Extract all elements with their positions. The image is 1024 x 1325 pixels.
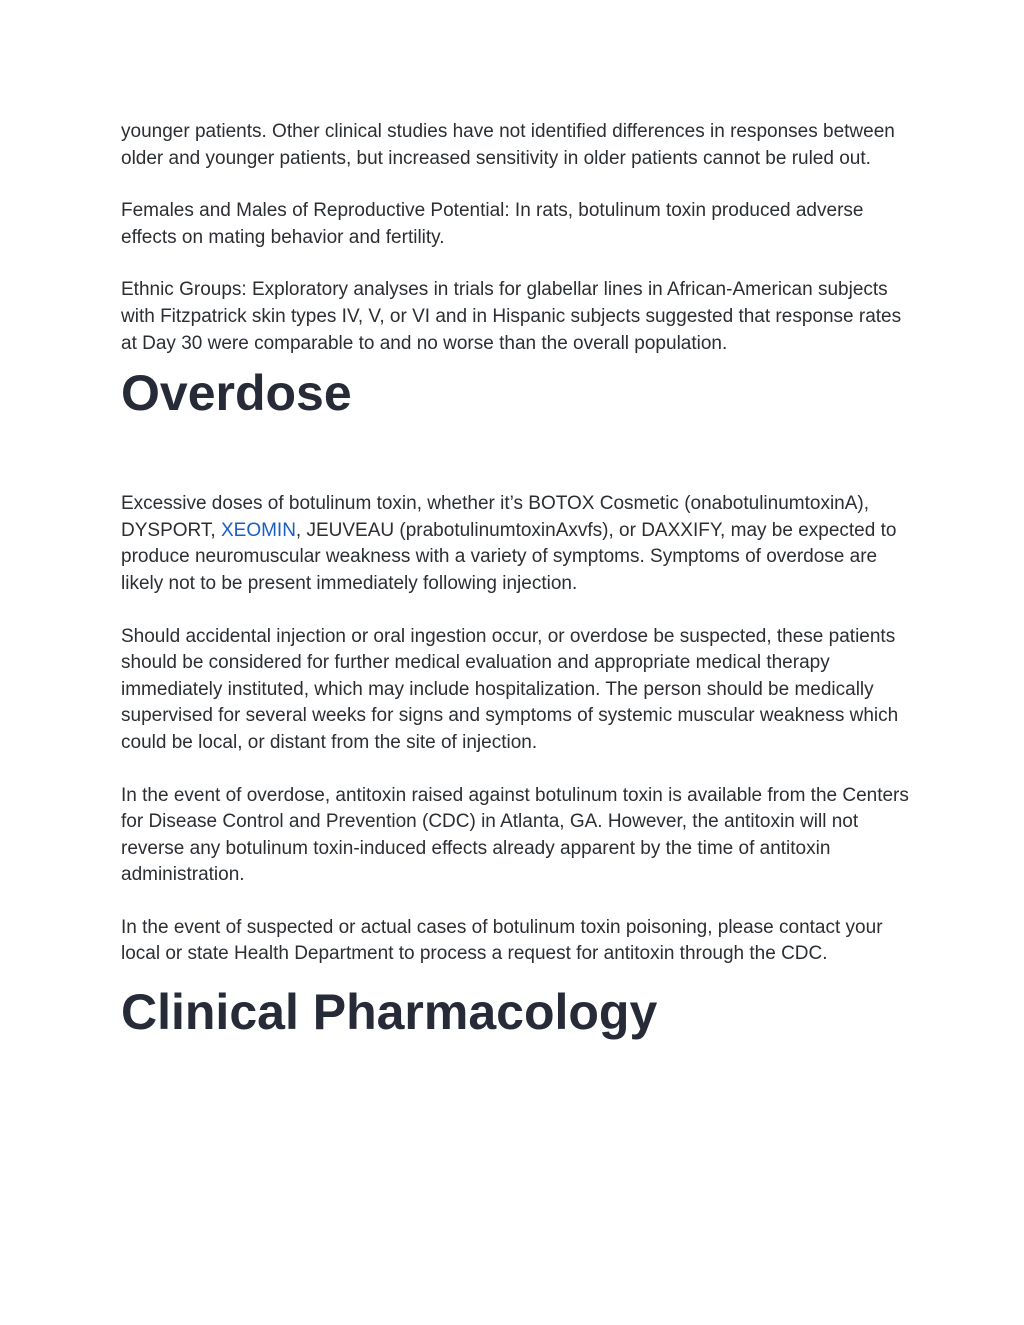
- paragraph-text: Excessive doses of botulinum toxin, whether it’s BOTOX Cosmetic (onabotulinumtoxinA), DYSPORT,: [121, 493, 870, 541]
- paragraph-accidental-injection: Should accidental injection or oral ingestion occur, or overdose be suspected, these patients should be considered for further medical evaluation and appropriate medical therapy immediately instituted, which may include hospitalization. The person should be medically supervised for several weeks for signs and symptoms of systemic muscular weakness which could be local, or distant from the site of injection.: [121, 625, 899, 753]
- paragraph-excessive-doses: [121, 491, 911, 597]
- paragraph-text: , JEUVEAU (prabotulinumtoxinAxvfs), or DAXXIFY, may be expected to produce neuromuscular weakness with a variety of symptoms. Symptoms of overdose are likely not to be present immediately following injection.: [121, 519, 897, 594]
- paragraph-older-patients: younger patients. Other clinical studies have not identified differences in responses between older and younger patients, but increased sensitivity in older patients cannot be ruled out.: [121, 121, 895, 169]
- document-page: [121, 119, 911, 1042]
- overdose-heading: Overdose: [121, 365, 352, 422]
- clinical-pharmacology-heading: Clinical Pharmacology: [121, 984, 658, 1041]
- paragraph-reproductive-potential: Females and Males of Reproductive Potential: In rats, botulinum toxin produced adverse effects on mating behavior and fertility.: [121, 200, 864, 248]
- xeomin-link[interactable]: XEOMIN: [220, 519, 296, 541]
- paragraph-contact-health-department: In the event of suspected or actual cases of botulinum toxin poisoning, please contact your local or state Health Department to process a request for antitoxin through the CDC.: [121, 916, 883, 965]
- paragraph-antitoxin: In the event of overdose, antitoxin raised against botulinum toxin is available from the Centers for Disease Control and Prevention (CDC) in Atlanta, GA. However, the antitoxin will not reverse any botulinum toxin-induced effects already apparent by the time of antitoxin administration.: [121, 784, 909, 886]
- paragraph-ethnic-groups: Ethnic Groups: Exploratory analyses in trials for glabellar lines in African-American subjects with Fitzpatrick skin types IV, V, or VI and in Hispanic subjects suggested that response rates at Day 30 were comparable to and no worse than the overall population.: [121, 279, 902, 354]
